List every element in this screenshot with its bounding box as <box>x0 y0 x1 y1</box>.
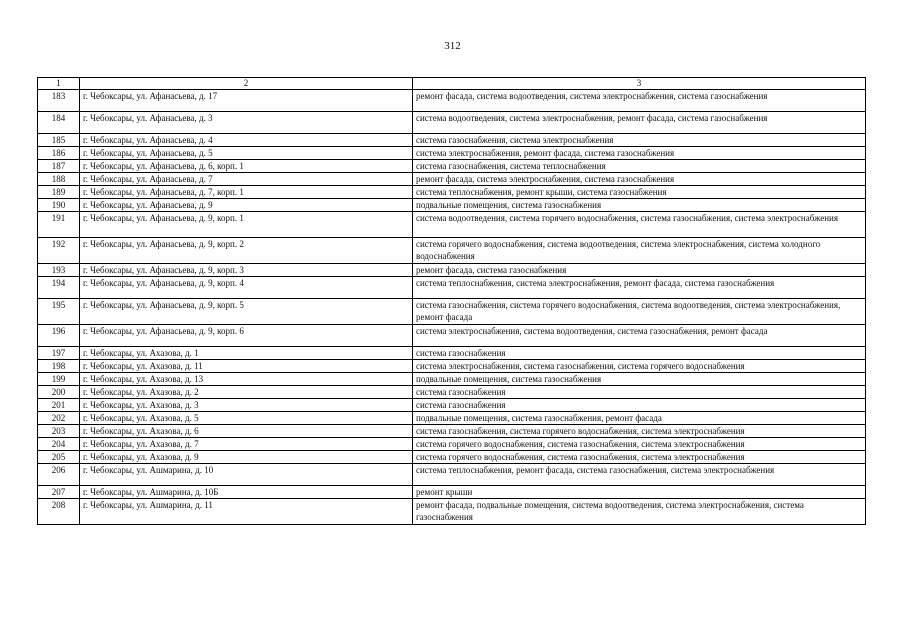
row-works: подвальные помещения, система газоснабжения, ремонт фасада <box>413 412 866 425</box>
row-number: 189 <box>38 186 80 199</box>
row-number: 192 <box>38 238 80 264</box>
row-number: 193 <box>38 264 80 277</box>
table-row <box>38 277 866 299</box>
row-works: система газоснабжения, система теплоснабжения <box>413 160 866 173</box>
row-works: ремонт фасада, система водоотведения, система электроснабжения, система газоснабжения <box>413 90 866 112</box>
row-works: система теплоснабжения, ремонт крыши, система газоснабжения <box>413 186 866 199</box>
row-works: система газоснабжения <box>413 399 866 412</box>
row-works: система теплоснабжения, ремонт фасада, система газоснабжения, система электроснабжения <box>413 464 866 486</box>
row-works: подвальные помещения, система газоснабжения <box>413 199 866 212</box>
column-header-1: 1 <box>38 78 80 90</box>
table-row <box>38 499 866 525</box>
row-address: г. Чебоксары, ул. Афанасьева, д. 9, корп. 2 <box>80 238 413 264</box>
row-works: система электроснабжения, система водоотведения, система газоснабжения, ремонт фасада <box>413 325 866 347</box>
row-number: 202 <box>38 412 80 425</box>
row-address: г. Чебоксары, ул. Афанасьева, д. 6, корп. 1 <box>80 160 413 173</box>
table-row <box>38 486 866 499</box>
table-row <box>38 173 866 186</box>
table-body <box>38 90 866 525</box>
row-number: 200 <box>38 386 80 399</box>
table-row <box>38 186 866 199</box>
table-row <box>38 464 866 486</box>
row-works: система водоотведения, система горячего водоснабжения, система газоснабжения, система электроснабжения <box>413 212 866 238</box>
column-header-2: 2 <box>80 78 413 90</box>
row-number: 204 <box>38 438 80 451</box>
row-works: система теплоснабжения, система электроснабжения, ремонт фасада, система газоснабжения <box>413 277 866 299</box>
row-number: 196 <box>38 325 80 347</box>
row-address: г. Чебоксары, ул. Ахазова, д. 11 <box>80 360 413 373</box>
row-number: 206 <box>38 464 80 486</box>
row-number: 191 <box>38 212 80 238</box>
row-number: 183 <box>38 90 80 112</box>
row-works: ремонт фасада, система газоснабжения <box>413 264 866 277</box>
table-row <box>38 238 866 264</box>
table-row <box>38 386 866 399</box>
row-address: г. Чебоксары, ул. Афанасьева, д. 5 <box>80 147 413 160</box>
row-address: г. Чебоксары, ул. Афанасьева, д. 9 <box>80 199 413 212</box>
row-address: г. Чебоксары, ул. Афанасьева, д. 9, корп. 4 <box>80 277 413 299</box>
row-address: г. Чебоксары, ул. Ахазова, д. 9 <box>80 451 413 464</box>
row-address: г. Чебоксары, ул. Ахазова, д. 1 <box>80 347 413 360</box>
table-row <box>38 160 866 173</box>
row-number: 207 <box>38 486 80 499</box>
row-number: 186 <box>38 147 80 160</box>
table-row <box>38 360 866 373</box>
row-number: 205 <box>38 451 80 464</box>
row-works: система газоснабжения, система горячего водоснабжения, система электроснабжения <box>413 425 866 438</box>
row-works: подвальные помещения, система газоснабжения <box>413 373 866 386</box>
row-works: система газоснабжения, система горячего водоснабжения, система водоотведения, система электроснабжения, ремонт фасада <box>413 299 866 325</box>
row-address: г. Чебоксары, ул. Афанасьева, д. 3 <box>80 112 413 134</box>
table-row <box>38 451 866 464</box>
row-works: система газоснабжения <box>413 386 866 399</box>
page-number: 312 <box>444 40 461 52</box>
header-row <box>38 78 866 90</box>
table-row <box>38 147 866 160</box>
row-address: г. Чебоксары, ул. Ахазова, д. 5 <box>80 412 413 425</box>
row-works: система газоснабжения, система электроснабжения <box>413 134 866 147</box>
row-address: г. Чебоксары, ул. Афанасьева, д. 7 <box>80 173 413 186</box>
row-address: г. Чебоксары, ул. Ахазова, д. 6 <box>80 425 413 438</box>
row-number: 198 <box>38 360 80 373</box>
row-works: система горячего водоснабжения, система водоотведения, система электроснабжения, система холодного водоснабжения <box>413 238 866 264</box>
row-works: система электроснабжения, система газоснабжения, система горячего водоснабжения <box>413 360 866 373</box>
row-address: г. Чебоксары, ул. Афанасьева, д. 9, корп. 3 <box>80 264 413 277</box>
table-row <box>38 325 866 347</box>
row-address: г. Чебоксары, ул. Ахазова, д. 2 <box>80 386 413 399</box>
table-row <box>38 90 866 112</box>
row-number: 188 <box>38 173 80 186</box>
row-works: ремонт фасада, подвальные помещения, система водоотведения, система электроснабжения, система газоснабжения <box>413 499 866 525</box>
table-row <box>38 112 866 134</box>
row-number: 190 <box>38 199 80 212</box>
column-header-3: 3 <box>413 78 866 90</box>
row-address: г. Чебоксары, ул. Афанасьева, д. 7, корп. 1 <box>80 186 413 199</box>
table-row <box>38 425 866 438</box>
row-address: г. Чебоксары, ул. Ахазова, д. 3 <box>80 399 413 412</box>
row-address: г. Чебоксары, ул. Афанасьева, д. 9, корп. 1 <box>80 212 413 238</box>
table-row <box>38 264 866 277</box>
row-works: система горячего водоснабжения, система газоснабжения, система электроснабжения <box>413 438 866 451</box>
row-address: г. Чебоксары, ул. Ашмарина, д. 10Б <box>80 486 413 499</box>
works-table <box>37 77 866 525</box>
table-row <box>38 199 866 212</box>
table-row <box>38 134 866 147</box>
row-number: 199 <box>38 373 80 386</box>
row-number: 184 <box>38 112 80 134</box>
table-row <box>38 399 866 412</box>
row-address: г. Чебоксары, ул. Ашмарина, д. 11 <box>80 499 413 525</box>
table-row <box>38 438 866 451</box>
row-number: 187 <box>38 160 80 173</box>
row-works: ремонт крыши <box>413 486 866 499</box>
row-number: 194 <box>38 277 80 299</box>
row-address: г. Чебоксары, ул. Ахазова, д. 7 <box>80 438 413 451</box>
row-works: система газоснабжения <box>413 347 866 360</box>
row-works: ремонт фасада, система электроснабжения, система газоснабжения <box>413 173 866 186</box>
table-row <box>38 373 866 386</box>
row-works: система электроснабжения, ремонт фасада, система газоснабжения <box>413 147 866 160</box>
row-number: 201 <box>38 399 80 412</box>
row-address: г. Чебоксары, ул. Афанасьева, д. 17 <box>80 90 413 112</box>
table-row <box>38 299 866 325</box>
table-row <box>38 412 866 425</box>
row-number: 195 <box>38 299 80 325</box>
row-address: г. Чебоксары, ул. Ашмарина, д. 10 <box>80 464 413 486</box>
row-address: г. Чебоксары, ул. Афанасьева, д. 9, корп. 6 <box>80 325 413 347</box>
row-number: 185 <box>38 134 80 147</box>
row-address: г. Чебоксары, ул. Афанасьева, д. 9, корп. 5 <box>80 299 413 325</box>
table-row <box>38 212 866 238</box>
table-row <box>38 347 866 360</box>
row-address: г. Чебоксары, ул. Ахазова, д. 13 <box>80 373 413 386</box>
row-address: г. Чебоксары, ул. Афанасьева, д. 4 <box>80 134 413 147</box>
row-number: 197 <box>38 347 80 360</box>
row-works: система горячего водоснабжения, система газоснабжения, система электроснабжения <box>413 451 866 464</box>
row-number: 208 <box>38 499 80 525</box>
row-works: система водоотведения, система электроснабжения, ремонт фасада, система газоснабжения <box>413 112 866 134</box>
row-number: 203 <box>38 425 80 438</box>
table-header <box>38 78 866 90</box>
